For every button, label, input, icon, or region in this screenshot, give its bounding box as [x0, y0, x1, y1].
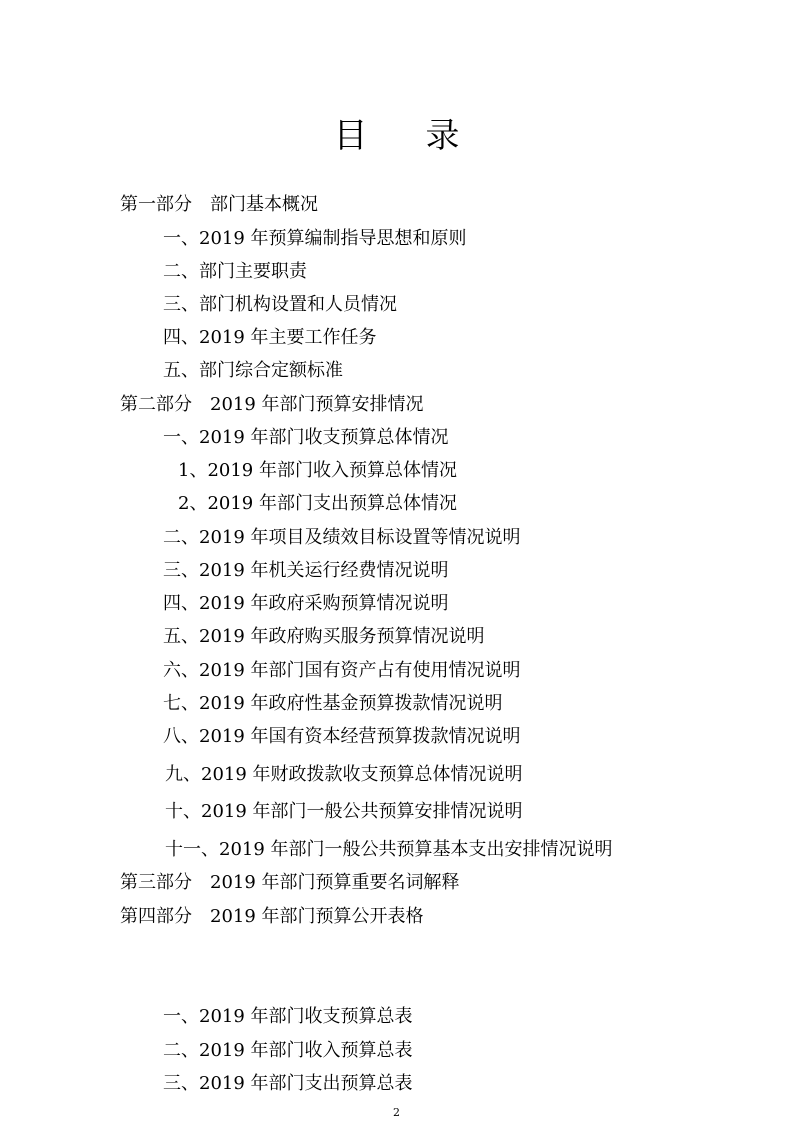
toc-item-2-7[interactable]: 七、2019 年政府性基金预算拨款情况说明 [163, 693, 503, 714]
toc-item-2-6[interactable]: 六、2019 年部门国有资产占有使用情况说明 [163, 660, 521, 681]
toc-subitem-2-1-1[interactable]: 1、2019 年部门收入预算总体情况 [178, 460, 457, 481]
toc-part-1[interactable]: 第一部分 部门基本概况 [120, 194, 318, 215]
page-number: 2 [393, 1106, 400, 1119]
toc-item-1-2[interactable]: 二、部门主要职责 [163, 261, 307, 282]
toc-item-1-5[interactable]: 五、部门综合定额标准 [163, 360, 343, 381]
toc-item-2-3[interactable]: 三、2019 年机关运行经费情况说明 [163, 560, 449, 581]
toc-item-2-5[interactable]: 五、2019 年政府购买服务预算情况说明 [163, 626, 485, 647]
toc-item-4-1[interactable]: 一、2019 年部门收支预算总表 [163, 1006, 413, 1027]
toc-item-2-2[interactable]: 二、2019 年项目及绩效目标设置等情况说明 [163, 527, 521, 548]
toc-item-1-1[interactable]: 一、2019 年预算编制指导思想和原则 [163, 228, 467, 249]
toc-part-4[interactable]: 第四部分 2019 年部门预算公开表格 [120, 906, 424, 927]
toc-item-2-10[interactable]: 十、2019 年部门一般公共预算安排情况说明 [165, 801, 523, 822]
toc-item-2-4[interactable]: 四、2019 年政府采购预算情况说明 [163, 593, 449, 614]
toc-item-4-2[interactable]: 二、2019 年部门收入预算总表 [163, 1040, 413, 1061]
toc-item-1-4[interactable]: 四、2019 年主要工作任务 [163, 327, 377, 348]
page-title: 目录 [333, 116, 518, 156]
toc-item-2-1[interactable]: 一、2019 年部门收支预算总体情况 [163, 427, 449, 448]
toc-part-3[interactable]: 第三部分 2019 年部门预算重要名词解释 [120, 872, 460, 893]
toc-part-2[interactable]: 第二部分 2019 年部门预算安排情况 [120, 394, 424, 415]
toc-item-1-3[interactable]: 三、部门机构设置和人员情况 [163, 294, 397, 315]
toc-subitem-2-1-2[interactable]: 2、2019 年部门支出预算总体情况 [178, 493, 457, 514]
toc-item-4-3[interactable]: 三、2019 年部门支出预算总表 [163, 1073, 413, 1094]
toc-item-2-8[interactable]: 八、2019 年国有资本经营预算拨款情况说明 [163, 726, 521, 747]
toc-item-2-9[interactable]: 九、2019 年财政拨款收支预算总体情况说明 [165, 764, 523, 785]
toc-item-2-11[interactable]: 十一、2019 年部门一般公共预算基本支出安排情况说明 [165, 839, 613, 860]
